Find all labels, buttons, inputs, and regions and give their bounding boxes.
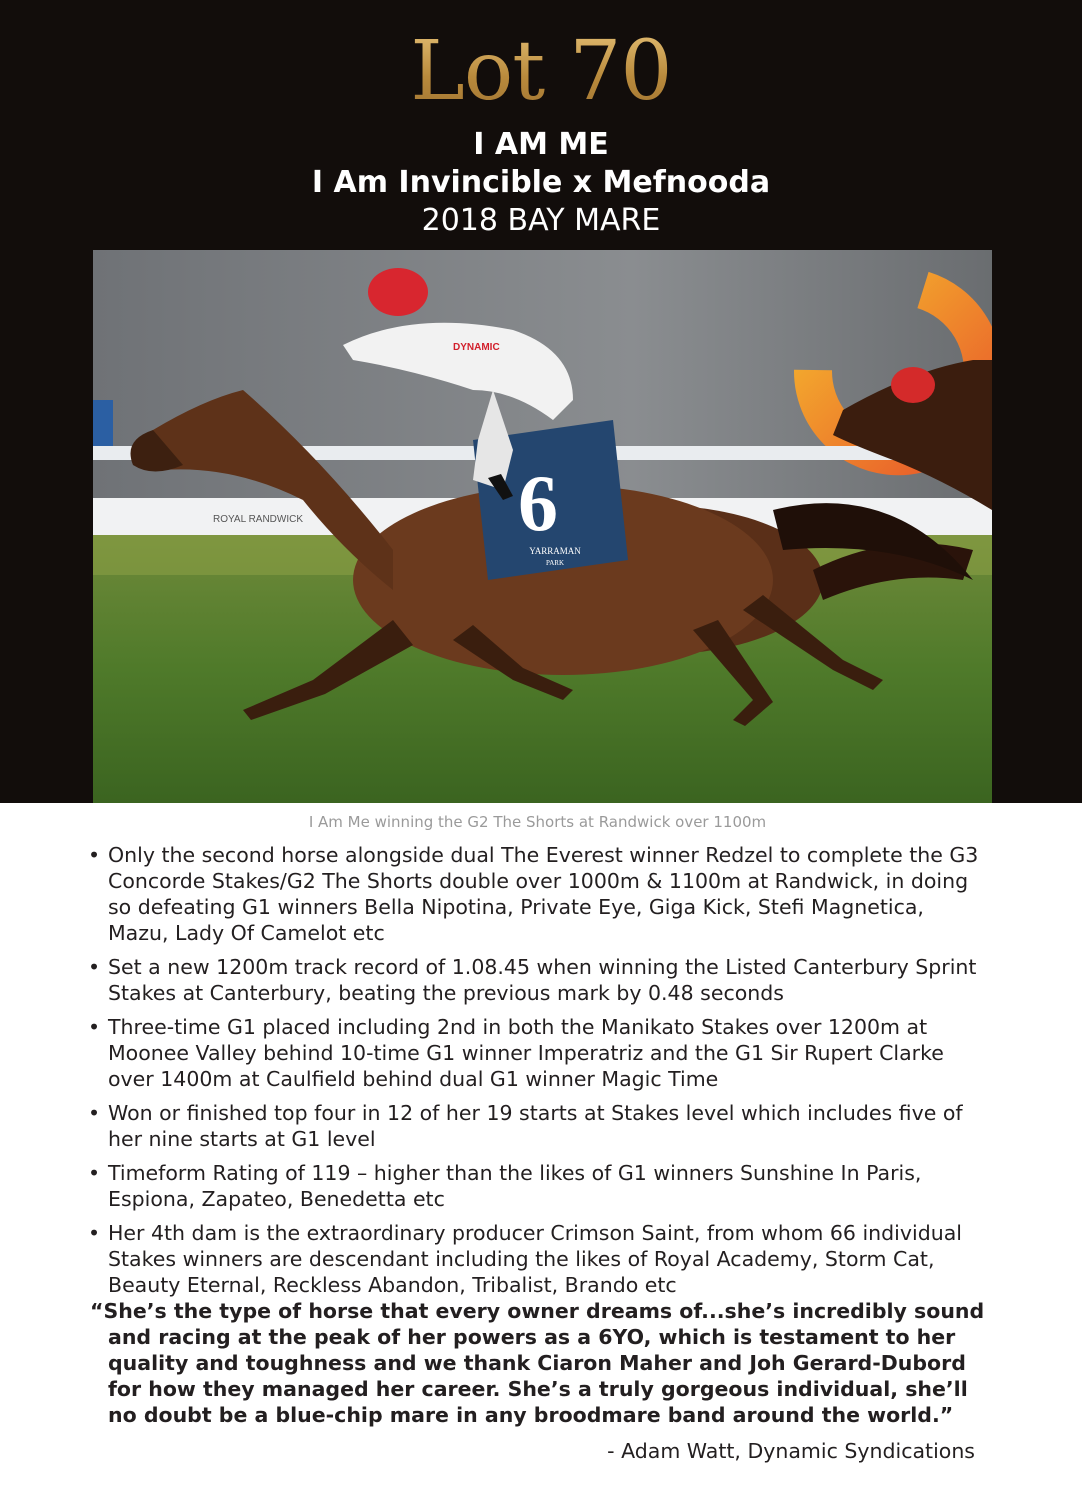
bullet-marker: • bbox=[88, 1015, 101, 1039]
list-item-text: Set a new 1200m track record of 1.08.45 when winning the Listed Canterbury Sprint Stakes at Canterbury, beating the previous mark by 0.48 seconds bbox=[108, 955, 977, 1005]
bullet-marker: • bbox=[88, 1221, 101, 1245]
saddlecloth-brand-sub: PARK bbox=[545, 559, 565, 567]
race-photo bbox=[93, 250, 992, 803]
highlights-list bbox=[86, 842, 986, 1306]
saddlecloth-number: 6 bbox=[518, 460, 558, 548]
quote-attribution: - Adam Watt, Dynamic Syndications bbox=[607, 1439, 975, 1463]
list-item-text: Won or finished top four in 12 of her 19 starts at Stakes level which includes five of her nine starts at G1 level bbox=[108, 1101, 963, 1151]
saddlecloth-brand: YARRAMAN bbox=[529, 546, 581, 556]
horse-name: I AM ME bbox=[473, 127, 609, 162]
list-item bbox=[86, 1220, 986, 1298]
silks-text: DYNAMIC bbox=[453, 342, 500, 353]
list-item bbox=[86, 1160, 986, 1212]
bullet-marker: • bbox=[88, 843, 101, 867]
rail-sign: ROYAL RANDWICK bbox=[213, 514, 304, 525]
horse-description: 2018 BAY MARE bbox=[421, 203, 661, 238]
bullet-marker: • bbox=[88, 1161, 101, 1185]
list-item bbox=[86, 842, 986, 946]
list-item bbox=[86, 1100, 986, 1152]
pedigree: I Am Invincible x Mefnooda bbox=[311, 165, 771, 200]
lot-title: Lot 70 bbox=[0, 22, 1082, 122]
list-item bbox=[86, 1014, 986, 1092]
list-item bbox=[86, 954, 986, 1006]
bullet-marker: • bbox=[88, 1101, 101, 1125]
bullet-marker: • bbox=[88, 955, 101, 979]
jockey-helmet bbox=[368, 268, 428, 316]
photo-caption: I Am Me winning the G2 The Shorts at Randwick over 1100m bbox=[308, 813, 767, 831]
list-item-text: Three-time G1 placed including 2nd in both the Manikato Stakes over 1200m at Moonee Valley behind 10-time G1 winner Imperatriz and the G1 Sir Rupert Clarke over 1400m at Caulfield behind dual G1 winner Magic Time bbox=[108, 1015, 944, 1091]
list-item-text: Timeform Rating of 119 – higher than the likes of G1 winners Sunshine In Paris, Espiona, Zapateo, Benedetta etc bbox=[108, 1161, 922, 1211]
testimonial-quote: “She’s the type of horse that every owner dreams of...she’s incredibly sound and racing at the peak of her powers as a 6YO, which is testament to her quality and toughness and we thank Ciaron Maher and Joh Gerard-Dubord for how they managed her career. She’s a truly gorgeous individual, she’ll no doubt be a blue-chip mare in any broodmare band around the world.” bbox=[90, 1299, 985, 1427]
list-item-text: Only the second horse alongside dual The Everest winner Redzel to complete the G3 Concorde Stakes/G2 The Shorts double over 1000m & 1100m at Randwick, in doing so defeating G1 winners Bella Nipotina, Private Eye, Giga Kick, Stefi Magnetica, Mazu, Lady Of Camelot etc bbox=[108, 843, 979, 945]
list-item-text: Her 4th dam is the extraordinary producer Crimson Saint, from whom 66 individual Stakes winners are descendant including the likes of Royal Academy, Storm Cat, Beauty Eternal, Reckless Abandon, Tribalist, Brando etc bbox=[108, 1221, 962, 1297]
